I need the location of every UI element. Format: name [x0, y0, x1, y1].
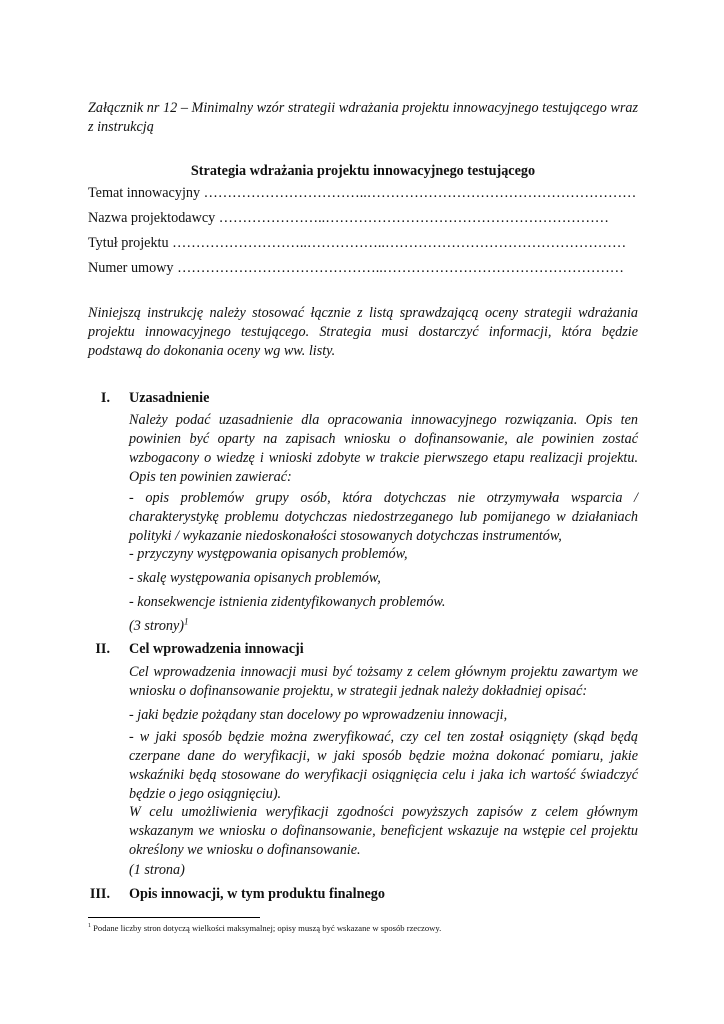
footnote	[88, 923, 441, 934]
field-applicant	[88, 209, 609, 228]
footnote-text: Podane liczby stron dotyczą wielkości maksymalnej; opisy muszą być wskazane w sposób rzeczowy.	[93, 923, 442, 933]
section-title: Opis innowacji, w tym produktu finalnego	[129, 886, 385, 902]
section-paragraph: - przyczyny występowania opisanych problemów,	[129, 546, 408, 562]
footnote-ref: 1	[184, 616, 189, 627]
section-paragraph: - opis problemów grupy osób, która dotychczas nie otrzymywała wsparcia / charakterystykę problemu dotychczas niedostrzeganego lub pomijanego w działaniach polityki / wykazanie niedoskonałości stosowanych dotychczas instrumentów,	[129, 490, 638, 544]
field-dots: …………………..……………………………………………………	[218, 210, 609, 226]
field-label: Temat innowacyjny	[88, 185, 201, 201]
section-paragraph: - jaki będzie pożądany stan docelowy po wprowadzeniu innowacji,	[129, 707, 508, 723]
field-dots: ……………………………………..……………………………………………	[177, 260, 624, 276]
section-paragraph: Cel wprowadzenia innowacji musi być tożsamy z celem głównym projektu zawartym we wniosku o dofinansowanie projektu, w strategii jednak należy dokładniej opisać:	[129, 664, 638, 699]
page-limit: (3 strony)$^1$	[129, 616, 189, 634]
section-paragraph: W celu umożliwienia weryfikacji zgodności powyższych zapisów z celem głównym wskazanym we wniosku o dofinansowanie, beneficjent wskazuje na wstępie cel projektu określony we wniosku o dofinansowanie.	[129, 804, 638, 858]
section-number: II.	[95, 641, 110, 657]
footnote-number: 1	[88, 923, 91, 930]
document-title: Strategia wdrażania projektu innowacyjnego testującego	[190, 163, 536, 179]
section-paragraph: - w jaki sposób będzie można zweryfikować, czy cel ten został osiągnięty (skąd będą czerpane dane do weryfikacji, w jaki sposób będzie można dokonać pomiaru, jakie wskaźniki będą stosowane do weryfikacji osiągnięcia celu i jaka ich wartość świadczyć będzie o jego osiągnięciu).	[129, 729, 638, 802]
field-project-title	[88, 234, 626, 253]
field-dots: ……………………………..…………………………………………………	[203, 185, 637, 201]
field-label: Tytuł projektu	[88, 235, 169, 251]
section-paragraph: - skalę występowania opisanych problemów,	[129, 570, 381, 586]
field-topic	[88, 184, 636, 203]
section-number: I.	[100, 390, 110, 406]
section-title: Cel wprowadzenia innowacji	[129, 641, 304, 657]
field-dots: ………………………..……………..……………………………………………	[172, 235, 627, 251]
section-number: III.	[89, 886, 110, 902]
field-label: Numer umowy	[88, 260, 174, 276]
intro-paragraph: Niniejszą instrukcję należy stosować łącznie z listą sprawdzającą oceny strategii wdrażania projektu innowacyjnego testującego. Strategia musi dostarczyć informacji, która będzie podstawą do dokonania oceny wg ww. listy.	[88, 305, 638, 359]
field-label: Nazwa projektodawcy	[88, 210, 216, 226]
page-limit: (1 strona)	[129, 862, 185, 878]
section-paragraph: Należy podać uzasadnienie dla opracowania innowacyjnego rozwiązania. Opis ten powinien być oparty na zapisach wniosku o dofinansowanie, ale powinien zostać wzbogacony o wiedzę i wnioski zdobyte w trakcie pierwszego etapu realizacji projektu. Opis ten powinien zawierać:	[129, 412, 638, 485]
section-paragraph: - konsekwencje istnienia zidentyfikowanych problemów.	[129, 594, 446, 610]
footnote-divider	[88, 917, 260, 918]
annex-caption: Załącznik nr 12 – Minimalny wzór strategii wdrażania projektu innowacyjnego testującego wraz z instrukcją	[88, 100, 638, 135]
section-title: Uzasadnienie	[129, 390, 210, 406]
field-contract-number	[88, 259, 624, 278]
